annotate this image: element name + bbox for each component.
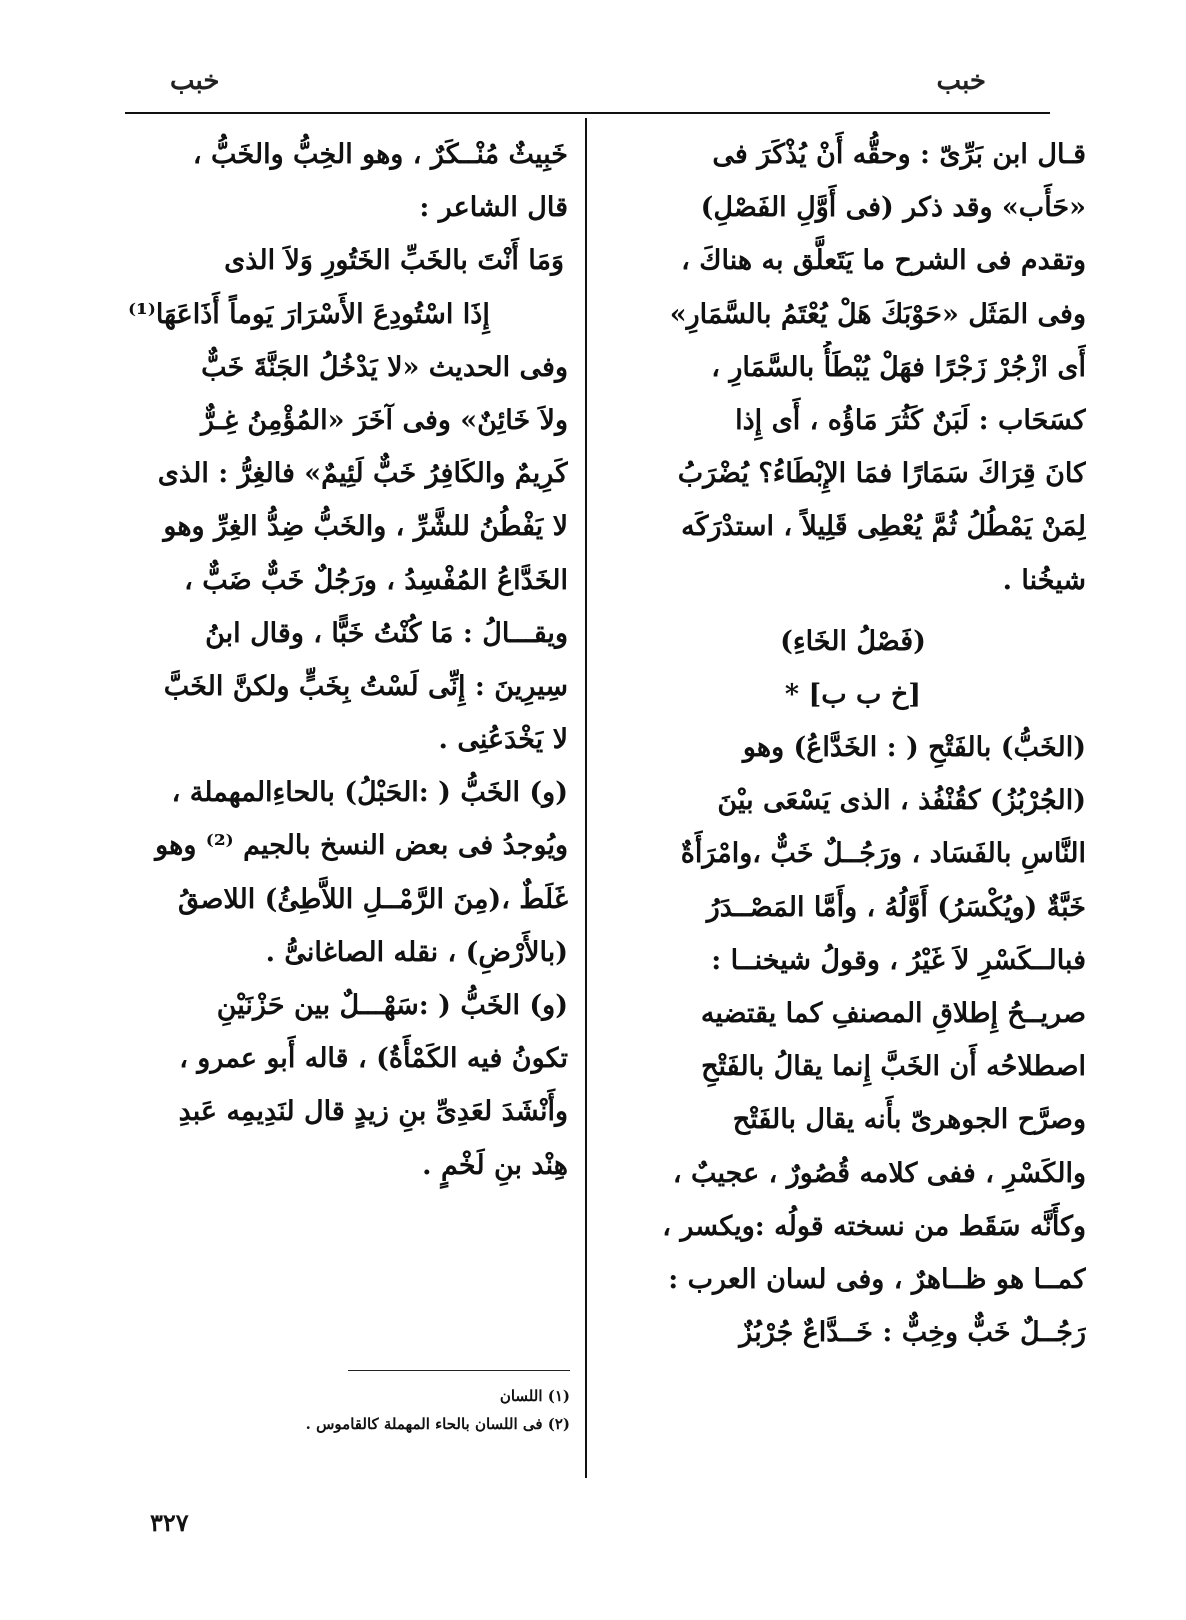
entry-line: النَّاسِ بالفَسَاد ، ورَجُــلٌ خَبٌّ ،وامْرَأَةٌ: [680, 838, 1086, 870]
footnote-2: (٢) فى اللسان بالحاء المهملة كالقاموس .: [305, 1415, 570, 1433]
footnotes: [150, 1382, 570, 1438]
left-column: [128, 128, 568, 1192]
footnote-rule: [348, 1370, 570, 1371]
text-line: (و) الخَبُّ ( :الحَبْلُ) بالحاءِالمهملة ،: [171, 777, 568, 809]
verse-line-2: إِذَا اسْتُودِعَ الأَسْرَارَ يَوماً أَذَاعَهَا⁽¹⁾: [128, 298, 490, 330]
entry-line: صريــحُ إِطلاقِ المصنفِ كما يقتضيه: [700, 998, 1086, 1029]
running-header-left: خبب: [170, 66, 220, 96]
text-line: أَى ازْجُرْ زَجْرًا فهَلْ يُبْطَأُ بالسَّمَارِ ،: [711, 351, 1086, 383]
entry-line: فبالــكَسْرِ لاَ غَيْرُ ، وقولُ شيخنــا :: [711, 944, 1086, 976]
entry-line: وكأَنَّه سَقَط من نسخته قولُه :ويكسر ،: [662, 1210, 1086, 1242]
text-line: لا يَفْطُنُ للشَّرِّ ، والخَبُّ ضِدُّ الغِرِّ وهو: [163, 511, 568, 543]
text-line: غَلَطٌ ،(مِنَ الرَّمْــلِ اللاَّطِئُ) اللاصقُ: [177, 883, 568, 915]
section-title: (فَصْلُ الخَاءِ): [780, 625, 926, 657]
entry-line: كمــا هو ظــاهرٌ ، وفى لسان العرب :: [668, 1263, 1086, 1295]
text-line: تكونُ فيه الكَمْأَةُ) ، قاله أَبو عمرو ،: [179, 1043, 568, 1075]
text-line: لِمَنْ يَمْطُلُ ثُمَّ يُعْطِى قَلِيلاً ، استدْرَكَه: [681, 511, 1086, 543]
entry-line: وصرَّح الجوهرىّ بأَنه يقال بالفَتْح: [732, 1104, 1086, 1136]
text-line: سِيرِينَ : إِنِّى لَسْتُ بِخَبٍّ ولكنَّ الخَبَّ: [163, 670, 568, 702]
entry-line: (الخَبُّ) بالفَتْحِ ( : الخَدَّاعُ) وهو: [742, 732, 1086, 764]
text-line: وفى المَثَل «حَوْبَكَ هَلْ يُعْتَمُ بالسَّمَارِ»: [669, 298, 1086, 330]
entry-line: والكَسْرِ ، ففى كلامه قُصُورٌ ، عجيبٌ ،: [672, 1157, 1086, 1189]
text-line: خَبِيثٌ مُنْــكَرٌ ، وهو الخِبُّ والخَبُّ ،: [192, 139, 568, 170]
text-line: لا يَخْدَعُنِى .: [438, 724, 568, 756]
text-line: ويُوجدُ فى بعض النسخ بالجيم ⁽²⁾ وهو: [155, 830, 568, 862]
header-rule: [125, 112, 1050, 114]
running-header-right: خبب: [936, 66, 986, 96]
root-heading: [خ ب ب] *: [784, 678, 922, 710]
text-line: «حَأَب» وقد ذكر (فى أَوَّلِ الفَصْلِ): [700, 192, 1086, 224]
text-line: قال الشاعر :: [419, 192, 568, 224]
text-line: ويقـــالُ : مَا كُنْتُ خَبًّا ، وقال ابنُ: [205, 617, 568, 649]
entry-line: (الجُرْبُزُ) كقُنْفُذ ، الذى يَسْعَى بيْنَ: [717, 785, 1086, 817]
entry-line: رَجُــلٌ خَبٌّ وخِبٌّ : خَــدَّاعٌ جُرْبُزٌ: [739, 1317, 1086, 1349]
text-line: (بالأَرْضِ) ، نقله الصاغانىُّ .: [265, 936, 568, 968]
text-line: الخَدَّاعُ المُفْسِدُ ، ورَجُلٌ خَبٌّ ضَبٌّ ،: [184, 564, 568, 596]
text-line: وتقدم فى الشرح ما يَتَعلَّق به هناكَ ،: [681, 245, 1086, 277]
entry-line: خَبَّةٌ (ويُكْسَرُ) أَوَّلُهُ ، وأَمَّا المَصْــدَرُ: [706, 891, 1086, 923]
text-line: وفى الحديث «لا يَدْخُلُ الجَنَّةَ خَبٌّ: [201, 351, 568, 383]
text-line: وأَنْشَدَ لعَدِىِّ بنِ زيدٍ قال لنَدِيمِه عَبدِ: [178, 1096, 568, 1128]
text-line: هِنْد بنِ لَخْمٍ .: [422, 1149, 568, 1181]
text-line: قـال ابن بَرِّىّ : وحقُّه أَنْ يُذْكَرَ فى: [712, 139, 1086, 170]
text-line: ولاَ خَائِنٌ» وفى آخَرَ «المُؤْمِنُ غِـرٌّ: [201, 404, 568, 436]
column-divider: [585, 118, 587, 1478]
page-number: ٣٢٧: [150, 1508, 189, 1537]
right-column: [620, 128, 1086, 1359]
text-line: كَرِيمٌ والكَافِرُ خَبٌّ لَئِيمٌ» فالغِرُّ : الذى: [157, 458, 568, 490]
text-line: كانَ قِرَاكَ سَمَارًا فمَا الإِبْطَاءُ؟ يُضْرَبُ: [677, 458, 1086, 490]
verse-line-1: وَمَا أَنْتَ بالخَبِّ الخَتُورِ وَلاَ الذى: [224, 245, 564, 277]
entry-line: اصطلاحُه أَن الخَبَّ إِنما يقالُ بالفَتْحِ: [701, 1051, 1086, 1083]
text-line: كسَحَاب : لَبَنٌ كَثُرَ مَاؤُه ، أَى إِذا: [735, 404, 1086, 436]
text-line: شيخُنا .: [1002, 564, 1086, 596]
text-line: (و) الخَبُّ ( :سَهْـــلٌ بين حَزْنَيْنِ: [216, 990, 568, 1021]
footnote-1: (١) اللسان: [499, 1387, 570, 1405]
